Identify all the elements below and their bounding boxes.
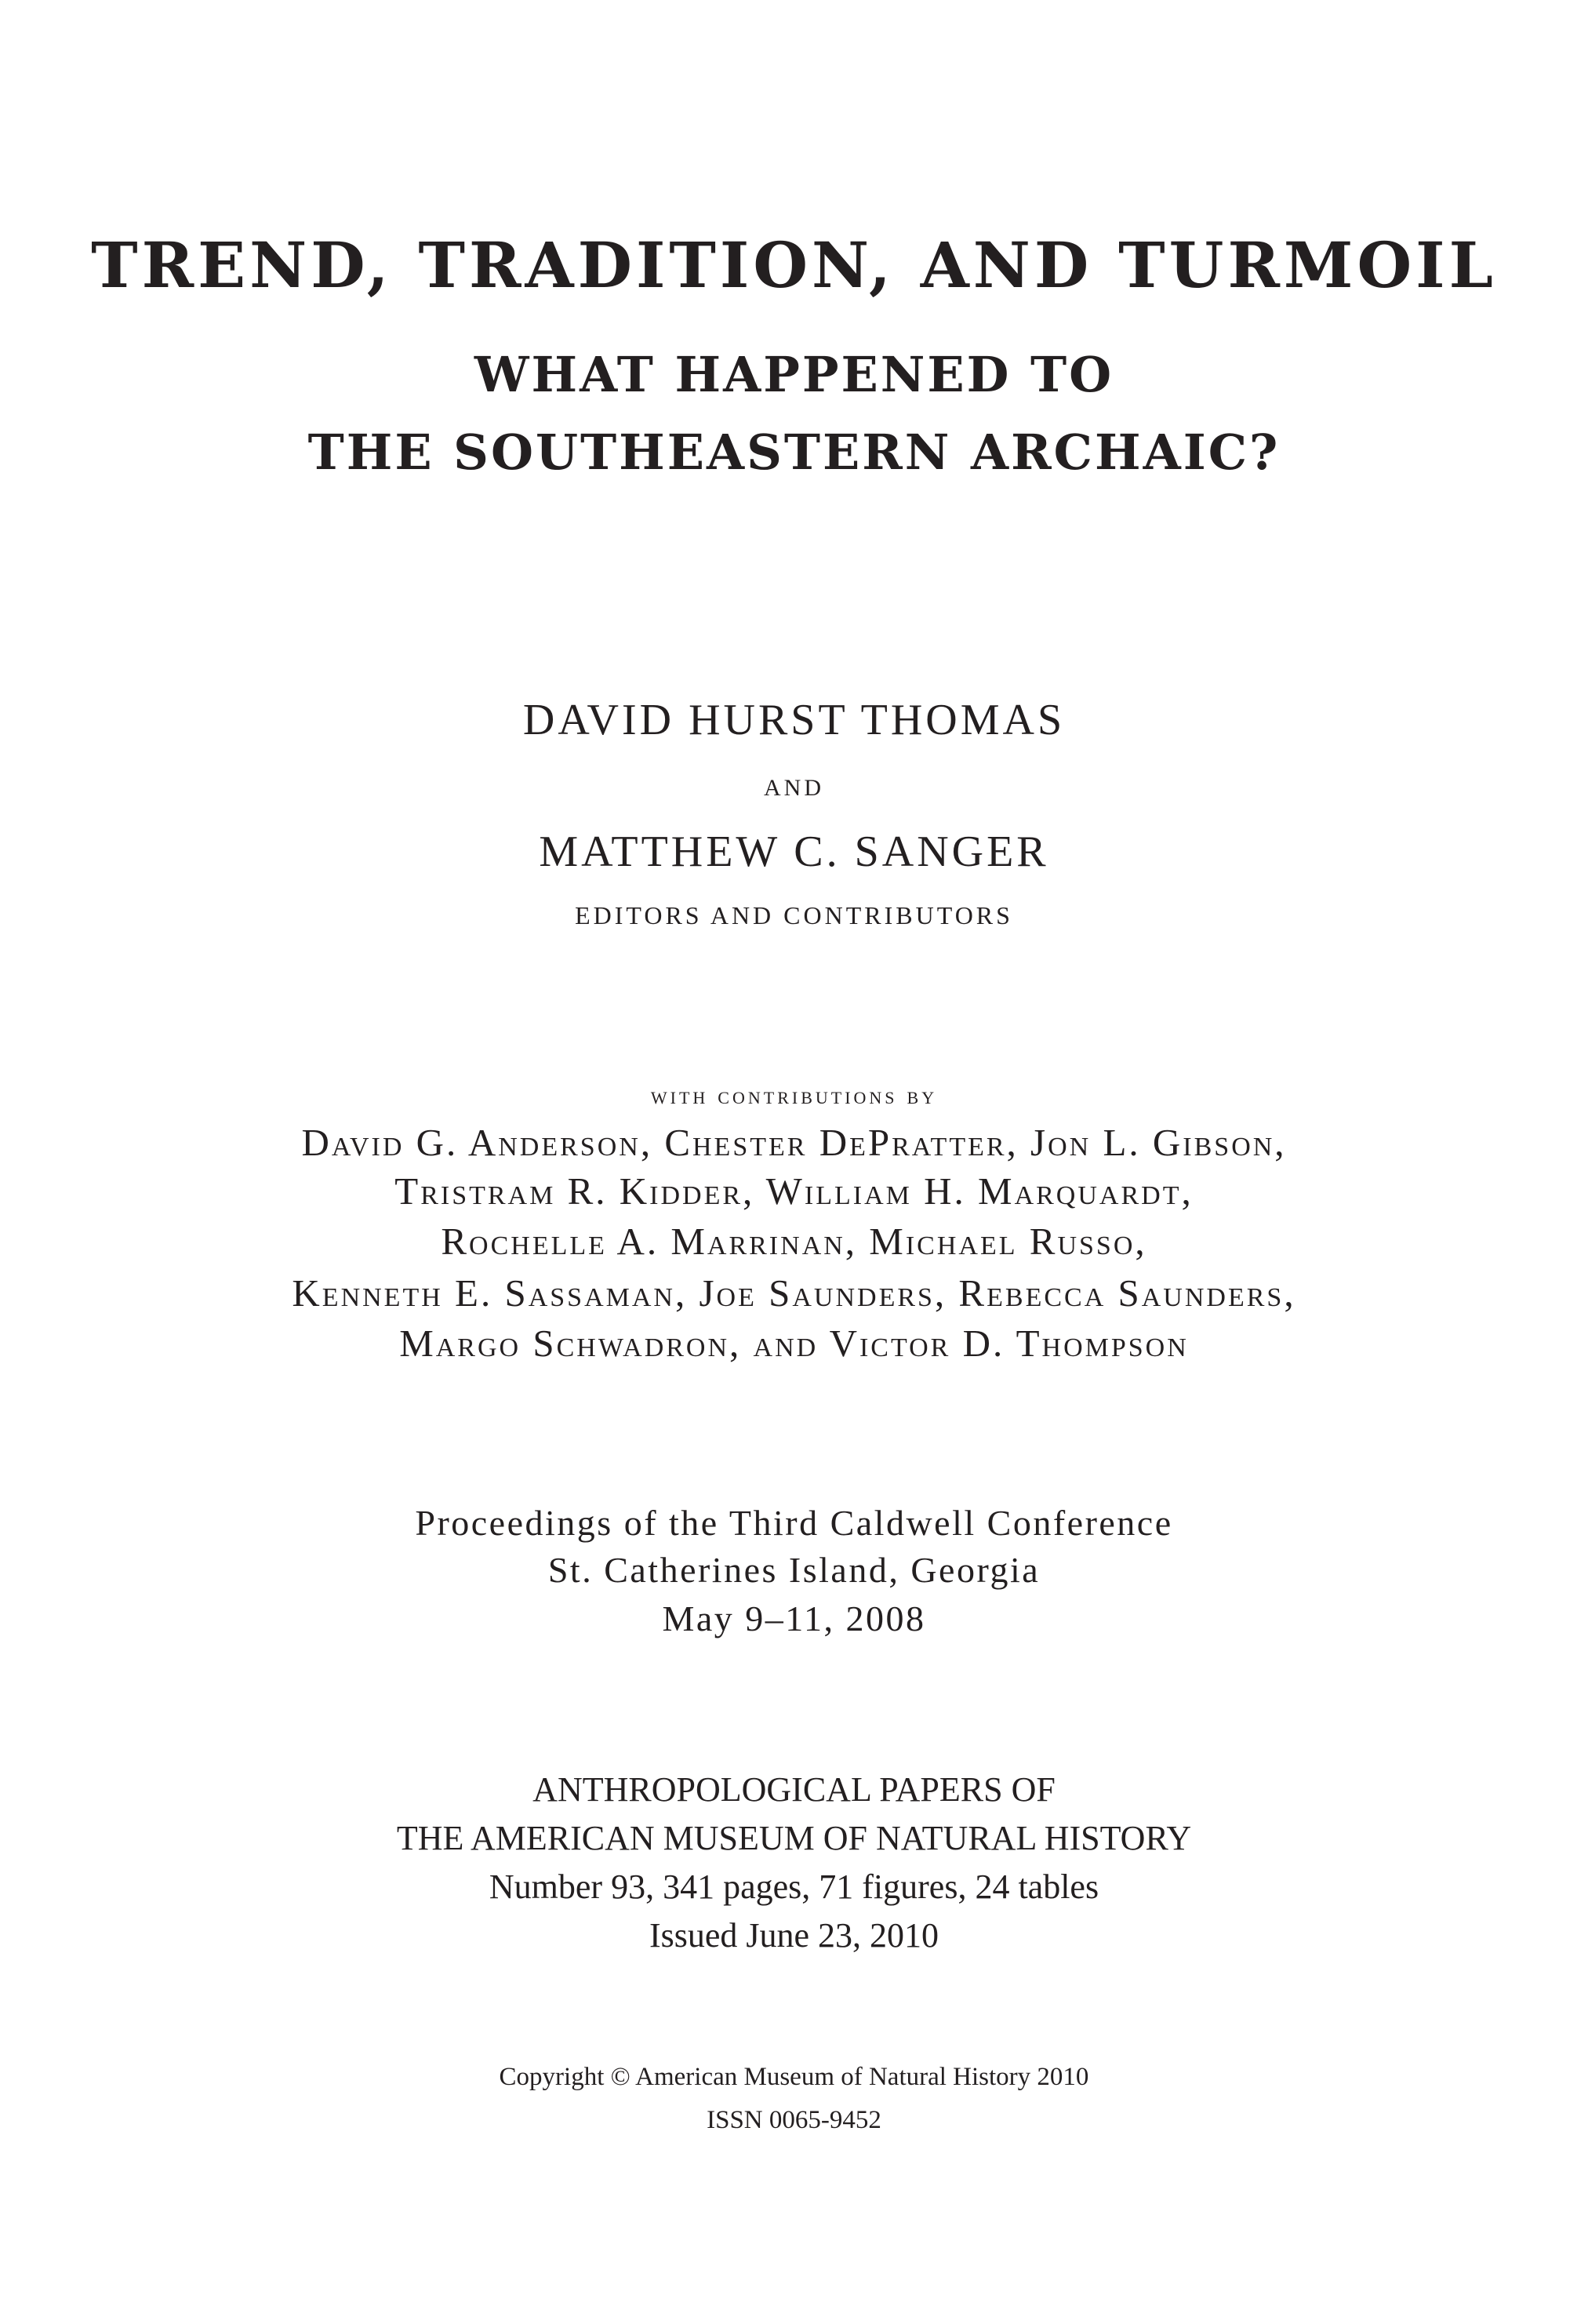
contributors-line-5: Margo Schwadron, and Victor D. Thompson	[399, 1322, 1189, 1365]
proceedings-dates: May 9–11, 2008	[662, 1598, 926, 1638]
contributors-line-4: Kenneth E. Sassaman, Joe Saunders, Rebecca Saunders,	[292, 1271, 1296, 1315]
editors-conjunction: AND	[764, 775, 824, 801]
contributors-line-1: David G. Anderson, Chester DePratter, Jon L. Gibson,	[301, 1121, 1287, 1164]
proceedings-location: St. Catherines Island, Georgia	[547, 1550, 1041, 1590]
subtitle-line-2: THE SOUTHEASTERN ARCHAIC?	[307, 424, 1281, 481]
contributors-line-3: Rochelle A. Marrinan, Michael Russo,	[441, 1220, 1147, 1263]
series-name-line-1: ANTHROPOLOGICAL PAPERS OF	[532, 1770, 1056, 1809]
editor-name-2: MATTHEW C. SANGER	[539, 827, 1049, 876]
editor-name-1: DAVID HURST THOMAS	[522, 696, 1066, 744]
proceedings-conference: Proceedings of the Third Caldwell Conference	[415, 1503, 1173, 1543]
contributors-heading: with contributions by	[650, 1081, 938, 1109]
book-title: TREND, TRADITION, AND TURMOIL	[91, 228, 1497, 302]
subtitle-line-1: WHAT HAPPENED TO	[474, 346, 1114, 403]
contributors-line-2: Tristram R. Kidder, William H. Marquardt,	[394, 1169, 1194, 1213]
series-details: Number 93, 341 pages, 71 figures, 24 tables	[489, 1868, 1099, 1906]
copyright-notice: Copyright © American Museum of Natural History 2010	[499, 2063, 1089, 2091]
series-name-line-2: THE AMERICAN MUSEUM OF NATURAL HISTORY	[396, 1819, 1192, 1857]
issue-date: Issued June 23, 2010	[649, 1916, 939, 1955]
issn: ISSN 0065-9452	[707, 2106, 881, 2134]
editors-role: EDITORS AND CONTRIBUTORS	[575, 901, 1013, 929]
